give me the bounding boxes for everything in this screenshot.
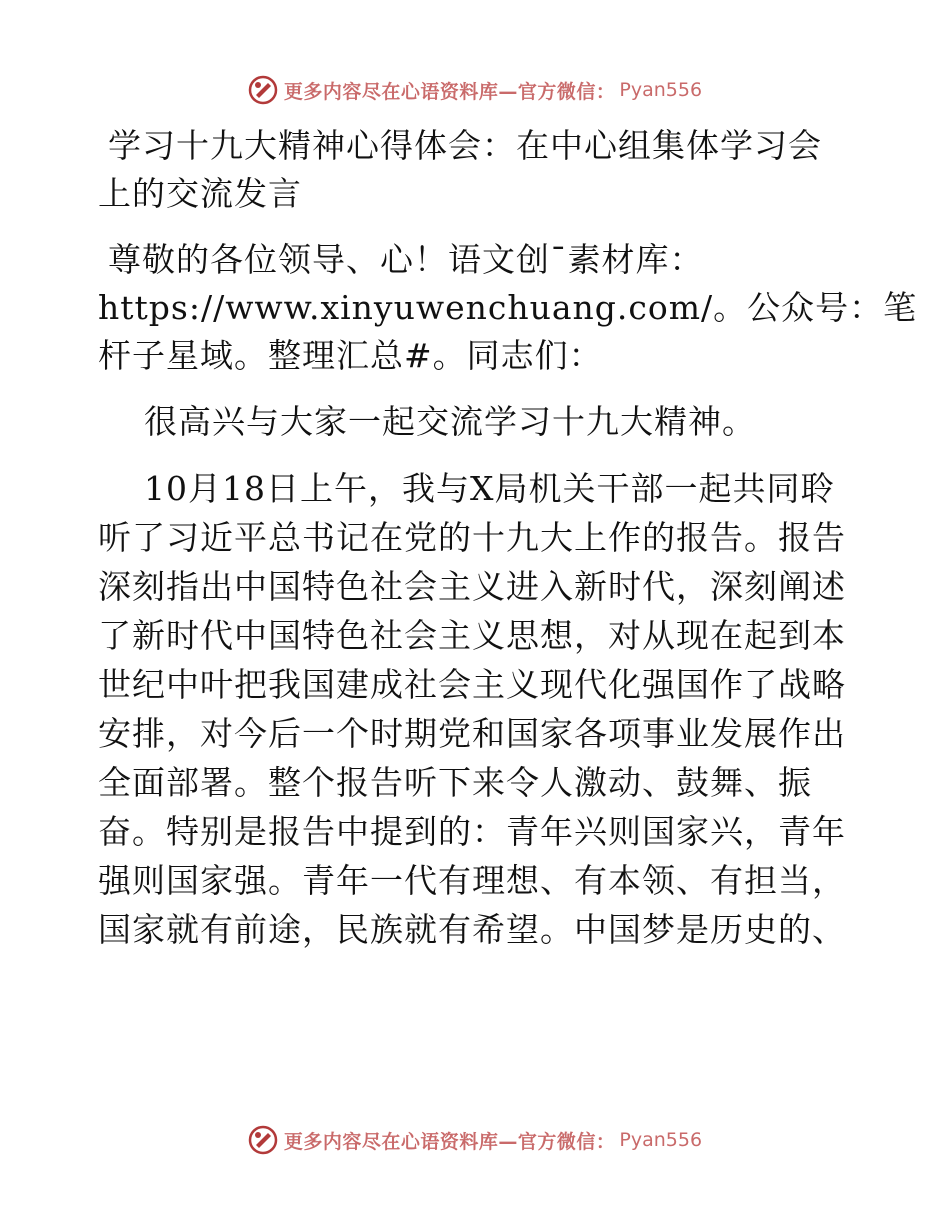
footer-banner [0, 1120, 950, 1160]
red-seal-logo-icon [248, 75, 278, 105]
banner-wechat-id: Pyan556 [619, 1129, 703, 1151]
paragraph-line: 世纪中叶把我国建成社会主义现代化强国作了战略 [98, 665, 846, 704]
banner-text: 更多内容尽在心语资料库—官方微信： [283, 1130, 616, 1153]
paragraph-1-line-1: 很高兴与大家一起交流学习十九大精神。 [144, 402, 756, 441]
paragraph-line: 听了习近平总书记在党的十九大上作的报告。报告 [98, 518, 846, 557]
paragraph-line: 深刻指出中国特色社会主义进入新时代，深刻阐述 [98, 567, 846, 606]
paragraph-line: 奋。特别是报告中提到的：青年兴则国家兴，青年 [98, 812, 846, 851]
banner-text: 更多内容尽在心语资料库—官方微信： [283, 80, 616, 103]
paragraph-line: 10月18日上午，我与X局机关干部一起共同聆 [144, 469, 835, 508]
document-body [98, 122, 918, 972]
paragraph-line: 了新时代中国特色社会主义思想，对从现在起到本 [98, 616, 846, 655]
paragraph-1 [98, 398, 850, 446]
title-line-2: 上的交流发言 [98, 174, 302, 213]
greeting-line-3: 杆子星域。整理汇总#。同志们： [98, 336, 603, 375]
title-line-1: 学习十九大精神心得体会：在中心组集体学习会 [108, 126, 822, 165]
red-seal-logo-icon [248, 1125, 278, 1155]
banner-wechat-id: Pyan556 [619, 79, 703, 101]
document-title [98, 122, 850, 218]
paragraph-line: 安排，对今后一个时期党和国家各项事业发展作出 [98, 714, 846, 753]
greeting-line-2: https://www.xinyuwenchuang.com/。公众号：笔 [98, 288, 918, 327]
greeting-paragraph [98, 236, 918, 380]
paragraph-2 [98, 464, 850, 954]
greeting-line-1: 尊敬的各位领导、心！语文创¯素材库： [108, 240, 704, 279]
paragraph-line: 国家就有前途，民族就有希望。中国梦是历史的、 [98, 910, 846, 949]
paragraph-line: 强则国家强。青年一代有理想、有本领、有担当， [98, 861, 846, 900]
header-banner [0, 70, 950, 110]
paragraph-line: 全面部署。整个报告听下来令人激动、鼓舞、振 [98, 763, 812, 802]
